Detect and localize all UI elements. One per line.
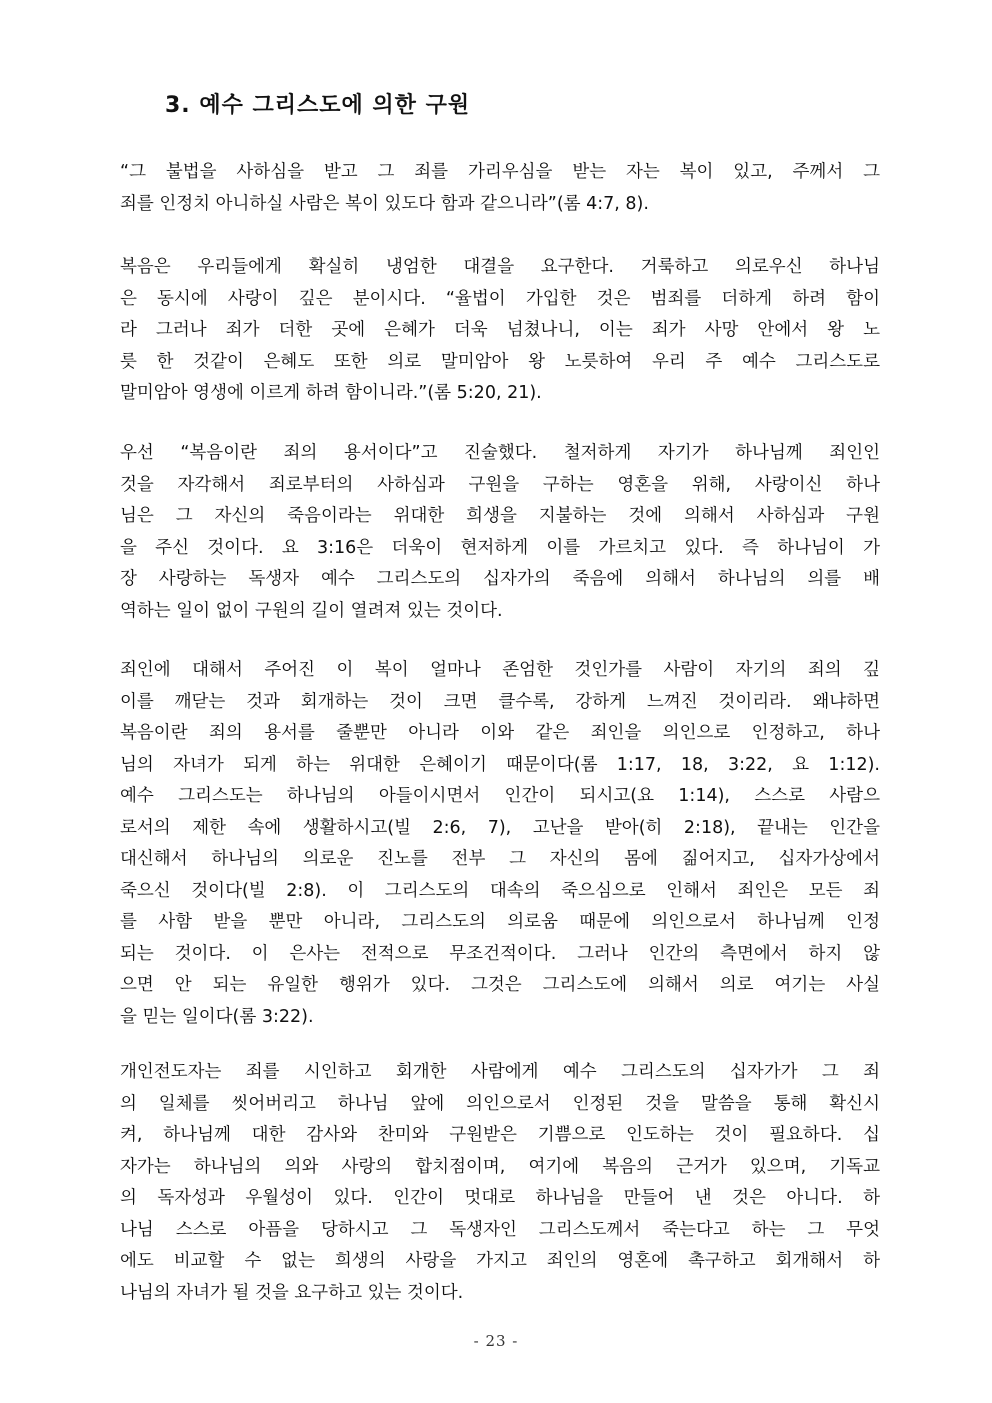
text-line: 것을 자각해서 죄로부터의 사하심과 구원을 구하는 영혼을 위해, 사랑이신 하나 <box>120 474 880 495</box>
text-line: 개인전도자는 죄를 시인하고 회개한 사람에게 예수 그리스도의 십자가가 그 죄 <box>120 1062 880 1082</box>
text-line: 죄인에 대해서 주어진 이 복이 얼마나 존엄한 것인가를 사람이 자기의 죄의 깊 <box>120 660 880 680</box>
paragraph-2 <box>120 252 880 410</box>
paragraph-1 <box>120 157 880 220</box>
text-line: 죄를 인정치 아니하실 사람은 복이 있도다 함과 같으니라”(롬 4:7, 8). <box>120 193 649 214</box>
paragraph-4 <box>120 655 880 1033</box>
text-line: 복음은 우리들에게 확실히 냉엄한 대결을 요구한다. 거룩하고 의로우신 하나님 <box>120 257 880 277</box>
text-line: 은 동시에 사랑이 깊은 분이시다. “율법이 가입한 것은 범죄를 더하게 하려 함이 <box>120 288 880 309</box>
text-line: 를 사함 받을 뿐만 아니라, 그리스도의 의로움 때문에 의인으로서 하나님께 인정 <box>120 912 880 932</box>
section-title: 3. 예수 그리스도에 의한 구원 <box>165 93 471 118</box>
text-line: 로서의 제한 속에 생활하시고(빌 2:6, 7), 고난을 받아(히 2:18), 끝내는 인간을 <box>120 817 880 838</box>
text-line: 말미암아 영생에 이르게 하려 함이니라.”(롬 5:20, 21). <box>120 383 542 403</box>
text-line: 님은 그 자신의 죽음이라는 위대한 희생을 지불하는 것에 의해서 사하심과 구원 <box>120 506 880 526</box>
page-number: - 23 - <box>473 1332 519 1350</box>
text-line: 장 사랑하는 독생자 예수 그리스도의 십자가의 죽음에 의해서 하나님의 의를 배 <box>120 569 880 589</box>
text-line: 의 독자성과 우월성이 있다. 인간이 멋대로 하나님을 만들어 낸 것은 아니다. 하 <box>120 1188 880 1208</box>
text-line: 을 주신 것이다. 요 3:16은 더욱이 현저하게 이를 가르치고 있다. 즉 하나님이 가 <box>120 537 880 558</box>
text-line: 나님의 자녀가 될 것을 요구하고 있는 것이다. <box>120 1282 464 1303</box>
text-line: 예수 그리스도는 하나님의 아들이시면서 인간이 되시고(요 1:14), 스스로 사람으 <box>120 786 880 806</box>
text-line: 대신해서 하나님의 의로운 진노를 전부 그 자신의 몸에 짊어지고, 십자가상에서 <box>120 849 880 869</box>
paragraph-3 <box>120 438 880 627</box>
text-line: 에도 비교할 수 없는 희생의 사랑을 가지고 죄인의 영혼에 촉구하고 회개해서 하 <box>120 1251 880 1271</box>
text-line: 나님 스스로 아픔을 당하시고 그 독생자인 그리스도께서 죽는다고 하는 그 무엇 <box>120 1219 880 1240</box>
text-line: 자가는 하나님의 의와 사랑의 합치점이며, 여기에 복음의 근거가 있으며, 기독교 <box>120 1156 880 1177</box>
text-line: 죽으신 것이다(빌 2:8). 이 그리스도의 대속의 죽으심으로 인해서 죄인은 모든 죄 <box>120 880 880 901</box>
text-line: 릇 한 것같이 은혜도 또한 의로 말미암아 왕 노릇하여 우리 주 예수 그리스도로 <box>120 351 880 372</box>
text-line: 의 일체를 씻어버리고 하나님 앞에 의인으로서 인정된 것을 말씀을 통해 확신시 <box>120 1093 880 1114</box>
text-line: 으면 안 되는 유일한 행위가 있다. 그것은 그리스도에 의해서 의로 여기는 사실 <box>120 975 880 995</box>
paragraph-5 <box>120 1057 880 1309</box>
text-line: 을 믿는 일이다(롬 3:22). <box>120 1006 314 1027</box>
text-line: 우선 “복음이란 죄의 용서이다”고 진술했다. 철저하게 자기가 하나님께 죄인인 <box>120 443 880 463</box>
text-line: 이를 깨닫는 것과 회개하는 것이 크면 클수록, 강하게 느껴진 것이리라. 왜냐하면 <box>120 691 880 712</box>
text-line: 님의 자녀가 되게 하는 위대한 은혜이기 때문이다(롬 1:17, 18, 3:22, 요 1:12). <box>120 754 880 775</box>
text-line: 복음이란 죄의 용서를 줄뿐만 아니라 이와 같은 죄인을 의인으로 인정하고, 하나 <box>120 723 880 743</box>
text-line: 역하는 일이 없이 구원의 길이 열려져 있는 것이다. <box>120 600 503 621</box>
text-line: 라 그러나 죄가 더한 곳에 은혜가 더욱 넘쳤나니, 이는 죄가 사망 안에서 왕 노 <box>120 320 880 340</box>
text-line: 켜, 하나님께 대한 감사와 찬미와 구원받은 기쁨으로 인도하는 것이 필요하다. 십 <box>120 1125 880 1145</box>
text-line: 되는 것이다. 이 은사는 전적으로 무조건적이다. 그러나 인간의 측면에서 하지 않 <box>120 943 880 964</box>
text-line: “그 불법을 사하심을 받고 그 죄를 가리우심을 받는 자는 복이 있고, 주께서 그 <box>120 162 880 182</box>
